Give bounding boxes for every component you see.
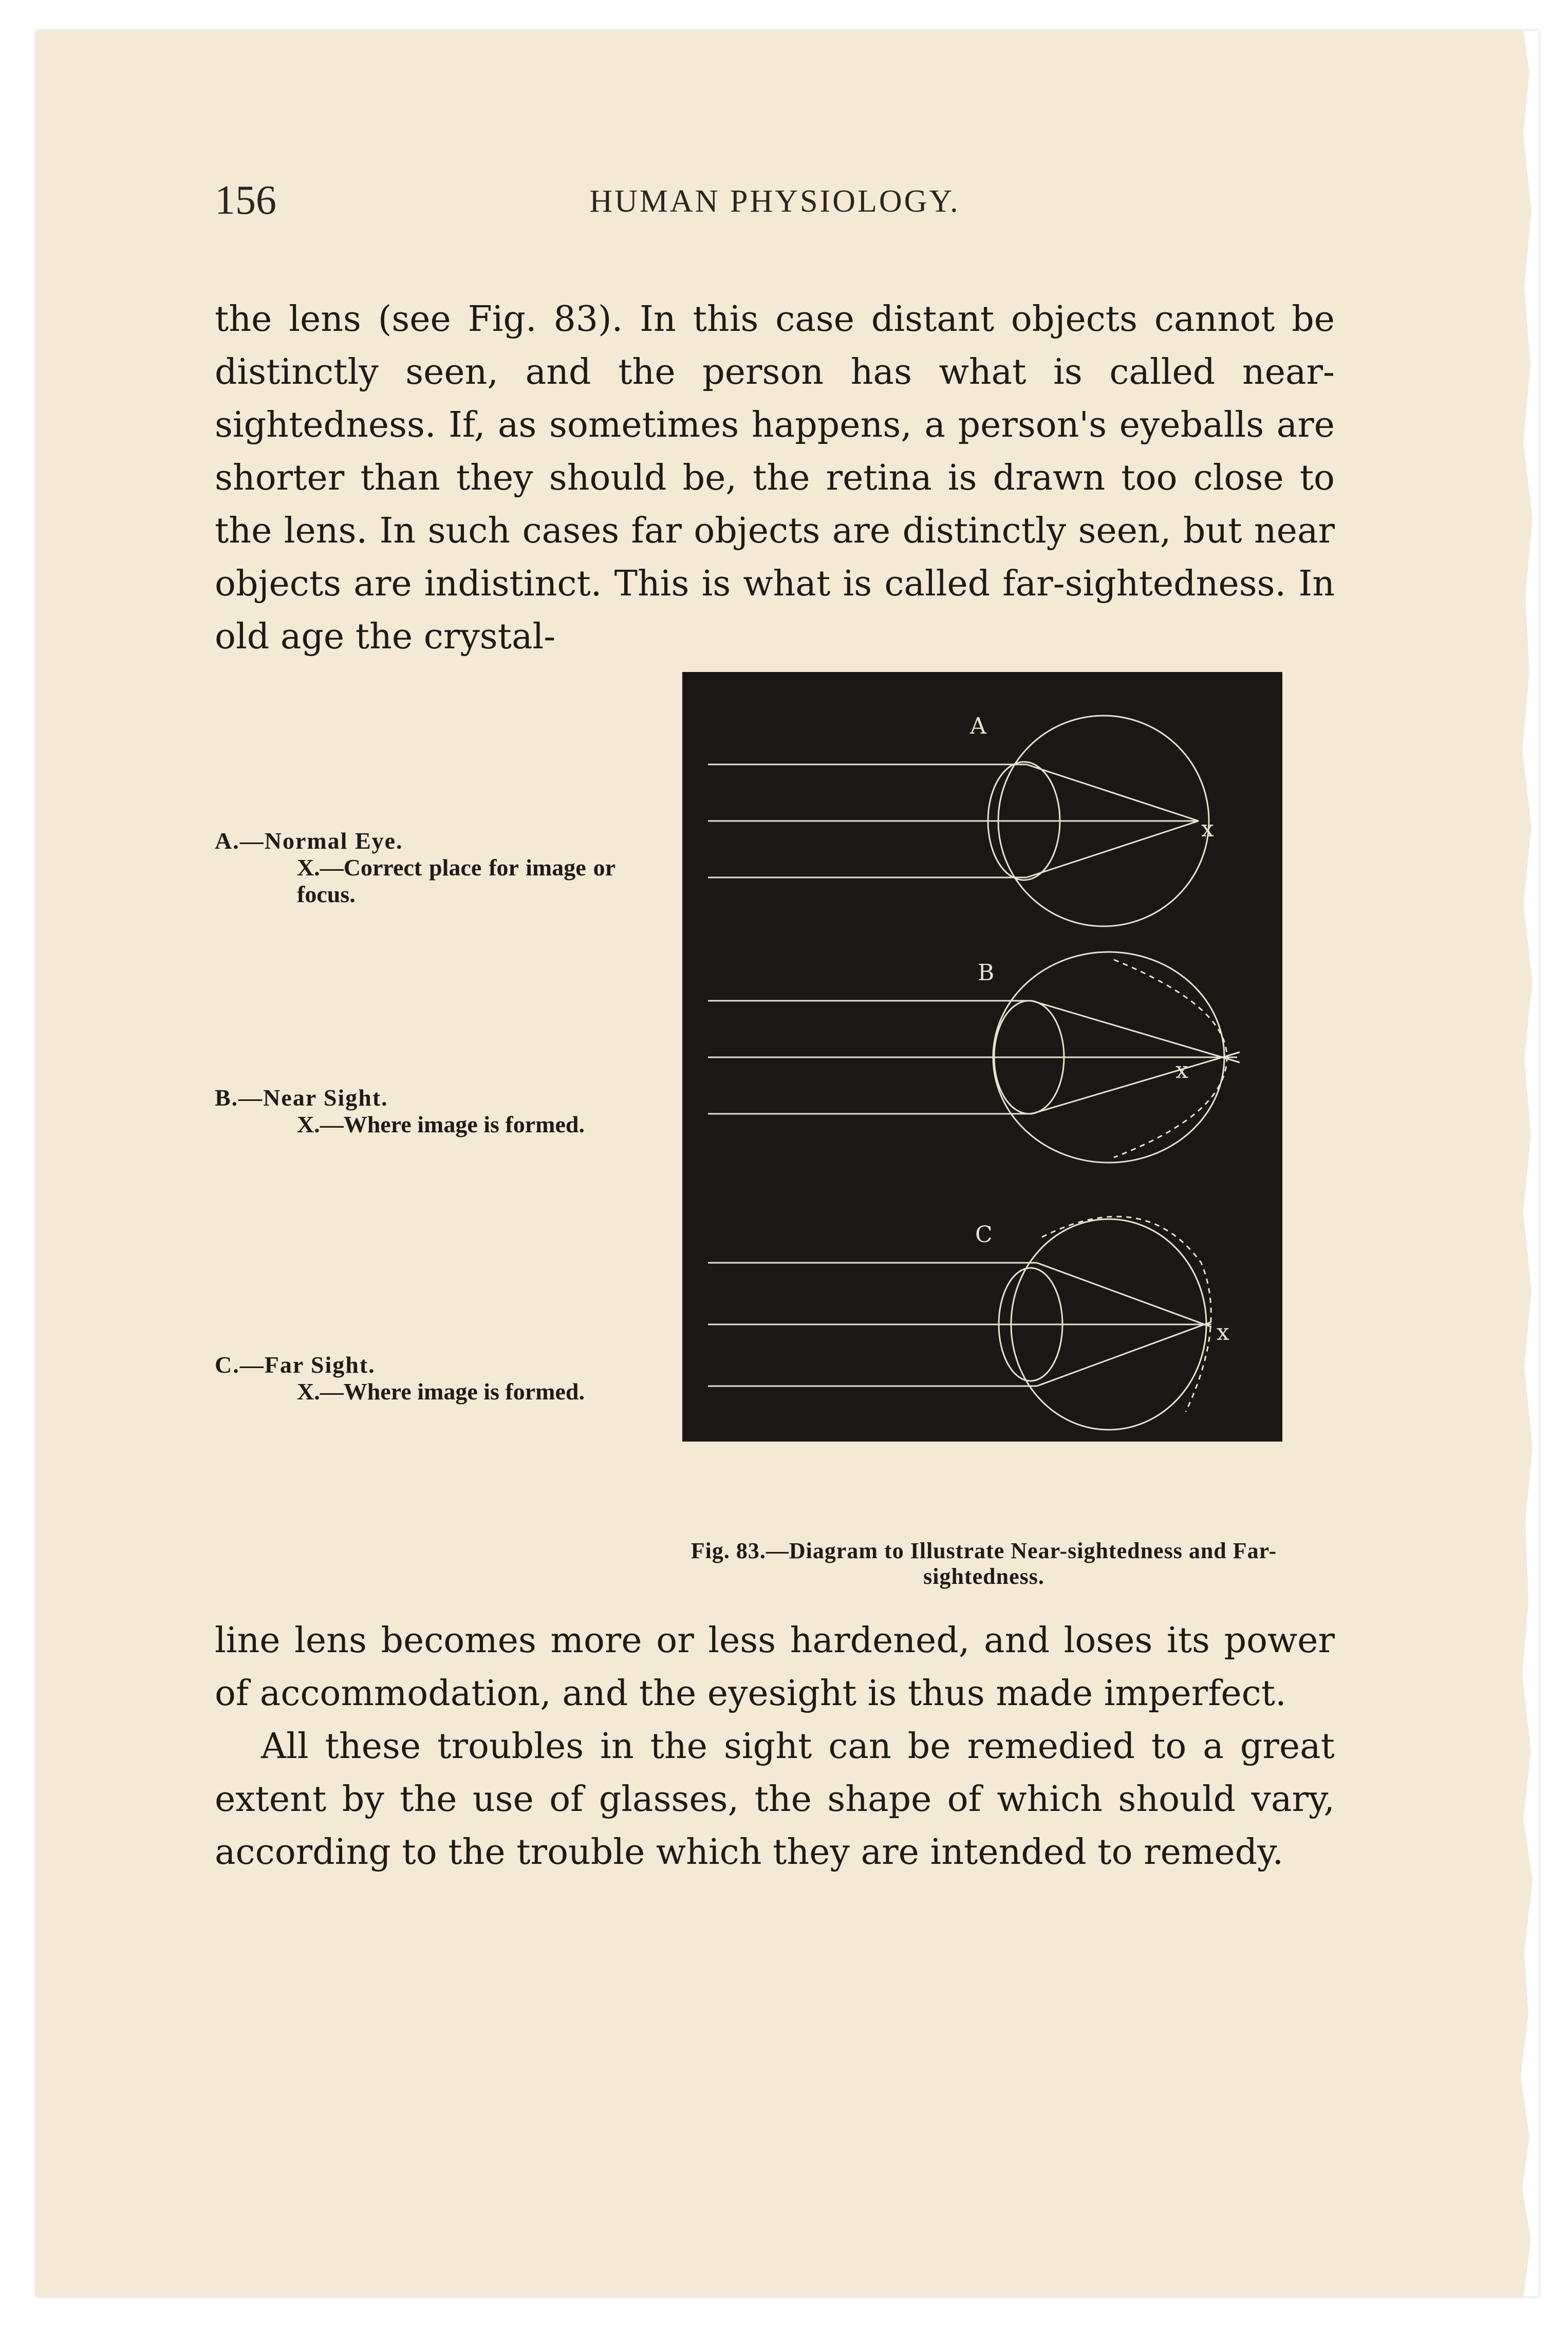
- running-title: HUMAN PHYSIOLOGY.: [589, 184, 960, 219]
- figure-caption: Fig. 83.—Diagram to Illustrate Near-sightedness and Far-sightedness.: [690, 1538, 1277, 1589]
- eye-c: [708, 1217, 1211, 1430]
- diagram-letter-c: C: [975, 1222, 993, 1248]
- label-far-sight: [215, 1351, 677, 1405]
- label-a-title: A.—Normal Eye.: [215, 828, 403, 854]
- label-a-sub: X.—Correct place for image or focus.: [297, 854, 615, 907]
- label-c-title: C.—Far Sight.: [215, 1352, 376, 1378]
- page-number: 156: [215, 178, 276, 223]
- label-normal-eye: [215, 827, 677, 908]
- diagram-letter-b: B: [978, 960, 995, 986]
- label-b-title: B.—Near Sight.: [215, 1085, 388, 1111]
- focus-mark-a: x: [1201, 816, 1214, 842]
- label-c-sub: X.—Where image is formed.: [297, 1378, 585, 1405]
- paragraph-top-text: the lens (see Fig. 83). In this case distant objects cannot be distinctly seen, and the person has what is called near-sightedness. If, as sometimes happens, a person's eyeballs are shorter than they should be, the retina is drawn too close to the lens. In such cases far objects are distinctly seen, but near objects are indistinct. This is what is called far-sightedness. In old age the crystal-: [215, 299, 1335, 657]
- torn-edge: [1503, 31, 1539, 2296]
- paragraph-bottom-2: All these troubles in the sight can be remedied to a great extent by the use of glasses, the shape of which should vary, according to the trouble which they are intended to remedy.: [215, 1726, 1335, 1873]
- eye-b: [708, 952, 1240, 1163]
- label-near-sight: [215, 1084, 677, 1138]
- paragraph-bottom-1: line lens becomes more or less hardened, and loses its power of accommodation, and the eyesight is thus made imperfect.: [215, 1620, 1335, 1714]
- paragraph-bottom: [215, 1614, 1335, 1879]
- page-header: [215, 177, 1335, 239]
- label-b-sub: X.—Where image is formed.: [297, 1111, 585, 1137]
- paragraph-top: [215, 293, 1335, 663]
- focus-mark-b: x: [1175, 1057, 1188, 1083]
- eye-diagram-svg: [682, 672, 1282, 1442]
- eye-a: [708, 716, 1209, 926]
- focus-mark-c: x: [1217, 1319, 1229, 1345]
- diagram-letter-a: A: [970, 713, 986, 739]
- eye-diagram: [682, 672, 1282, 1442]
